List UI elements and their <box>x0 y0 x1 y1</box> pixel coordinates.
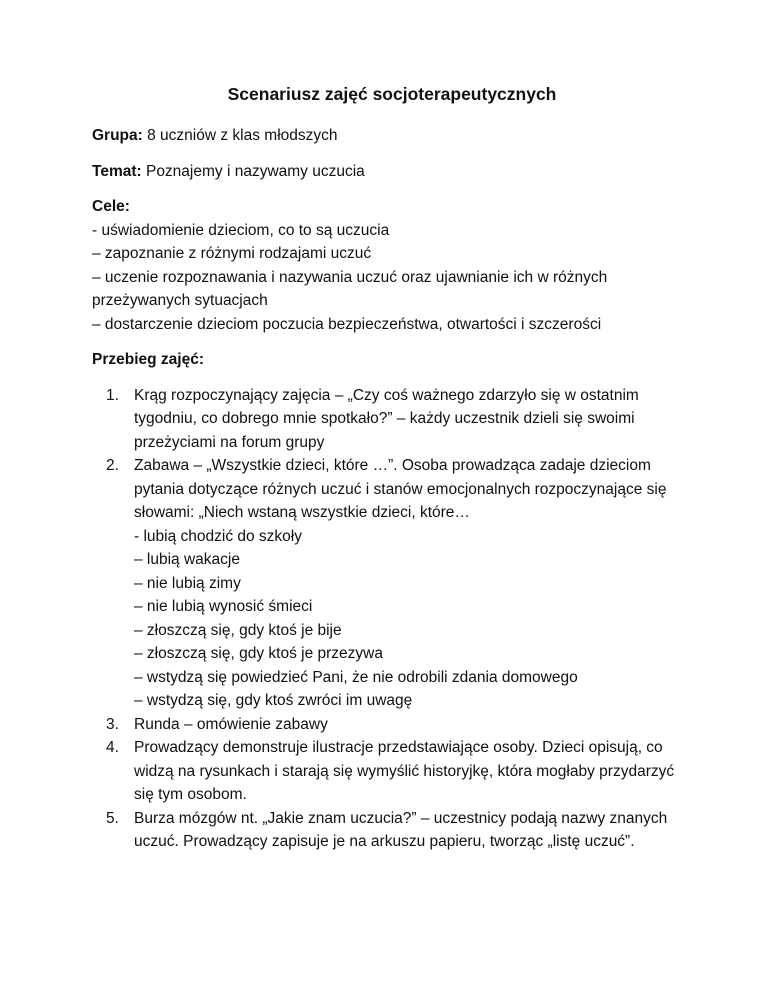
goal-item: – uczenie rozpoznawania i nazywania uczuć oraz ujawnianie ich w różnych przeżywanych sytuacjach <box>92 268 608 309</box>
step-number: 1. <box>106 386 119 404</box>
step-text: Runda – omówienie zabawy <box>134 715 328 733</box>
procedure-step <box>92 713 692 737</box>
goal-item: - uświadomienie dzieciom, co to są uczucia <box>92 221 390 239</box>
sub-item: – nie lubią zimy <box>134 574 241 592</box>
step-number: 4. <box>106 739 119 756</box>
step-number: 2. <box>106 457 119 474</box>
sub-item: – lubią wakacje <box>134 551 240 568</box>
sub-item: – nie lubią wynosić śmieci <box>134 598 313 615</box>
topic-label: Temat: <box>92 162 142 180</box>
procedure-step <box>92 454 692 713</box>
procedure-list <box>92 384 692 854</box>
group-label: Grupa: <box>92 127 143 144</box>
goal-item: – zapoznanie z różnymi rodzajami uczuć <box>92 245 372 262</box>
step-text: Krąg rozpoczynający zajęcia – „Czy coś ważnego zdarzyło się w ostatnim tygodniu, co dobrego mnie spotkało?” – każdy uczestnik dzieli się swoimi przeżyciami na forum grupy <box>134 386 639 451</box>
sub-item: - lubią chodzić do szkoły <box>134 527 302 545</box>
group-field <box>92 124 692 148</box>
procedure-step <box>92 807 692 854</box>
sub-item: – wstydzą się powiedzieć Pani, że nie odrobili zdania domowego <box>134 668 578 686</box>
step-number: 3. <box>106 715 119 733</box>
group-value: 8 uczniów z klas młodszych <box>142 127 338 144</box>
step-text: Zabawa – „Wszystkie dzieci, które …”. Osoba prowadząca zadaje dzieciom pytania dotyczące różnych uczuć i stanów emocjonalnych rozpoczynające się słowami: „Niech wstaną wszystkie dzieci, które… <box>134 457 667 521</box>
sub-item: – złoszczą się, gdy ktoś je bije <box>134 621 342 639</box>
document-title: Scenariusz zajęć socjoterapeutycznych <box>227 84 557 104</box>
goal-item: – dostarczenie dzieciom poczucia bezpieczeństwa, otwartości i szczerości <box>92 315 602 333</box>
sub-item: – złoszczą się, gdy ktoś je przezywa <box>134 645 383 662</box>
step-text: Burza mózgów nt. „Jakie znam uczucia?” – uczestnicy podają nazwy znanych uczuć. Prowadzący zapisuje je na arkuszu papieru, tworząc „listę uczuć”. <box>134 809 668 850</box>
procedure-step <box>92 384 692 455</box>
procedure-step <box>92 736 692 807</box>
step-number: 5. <box>106 809 119 827</box>
goals-label: Cele: <box>92 198 130 215</box>
document-page <box>92 82 692 854</box>
topic-field <box>92 160 692 184</box>
goals-section <box>92 195 692 336</box>
sub-item: – wstydzą się, gdy ktoś zwróci im uwagę <box>134 692 413 709</box>
procedure-label: Przebieg zajęć: <box>92 351 204 368</box>
step-text: Prowadzący demonstruje ilustracje przedstawiające osoby. Dzieci opisują, co widzą na rysunkach i starają się wymyślić historyjkę, która mogłaby przydarzyć się tym osobom. <box>134 739 675 803</box>
topic-value: Poznajemy i nazywamy uczucia <box>141 162 365 180</box>
